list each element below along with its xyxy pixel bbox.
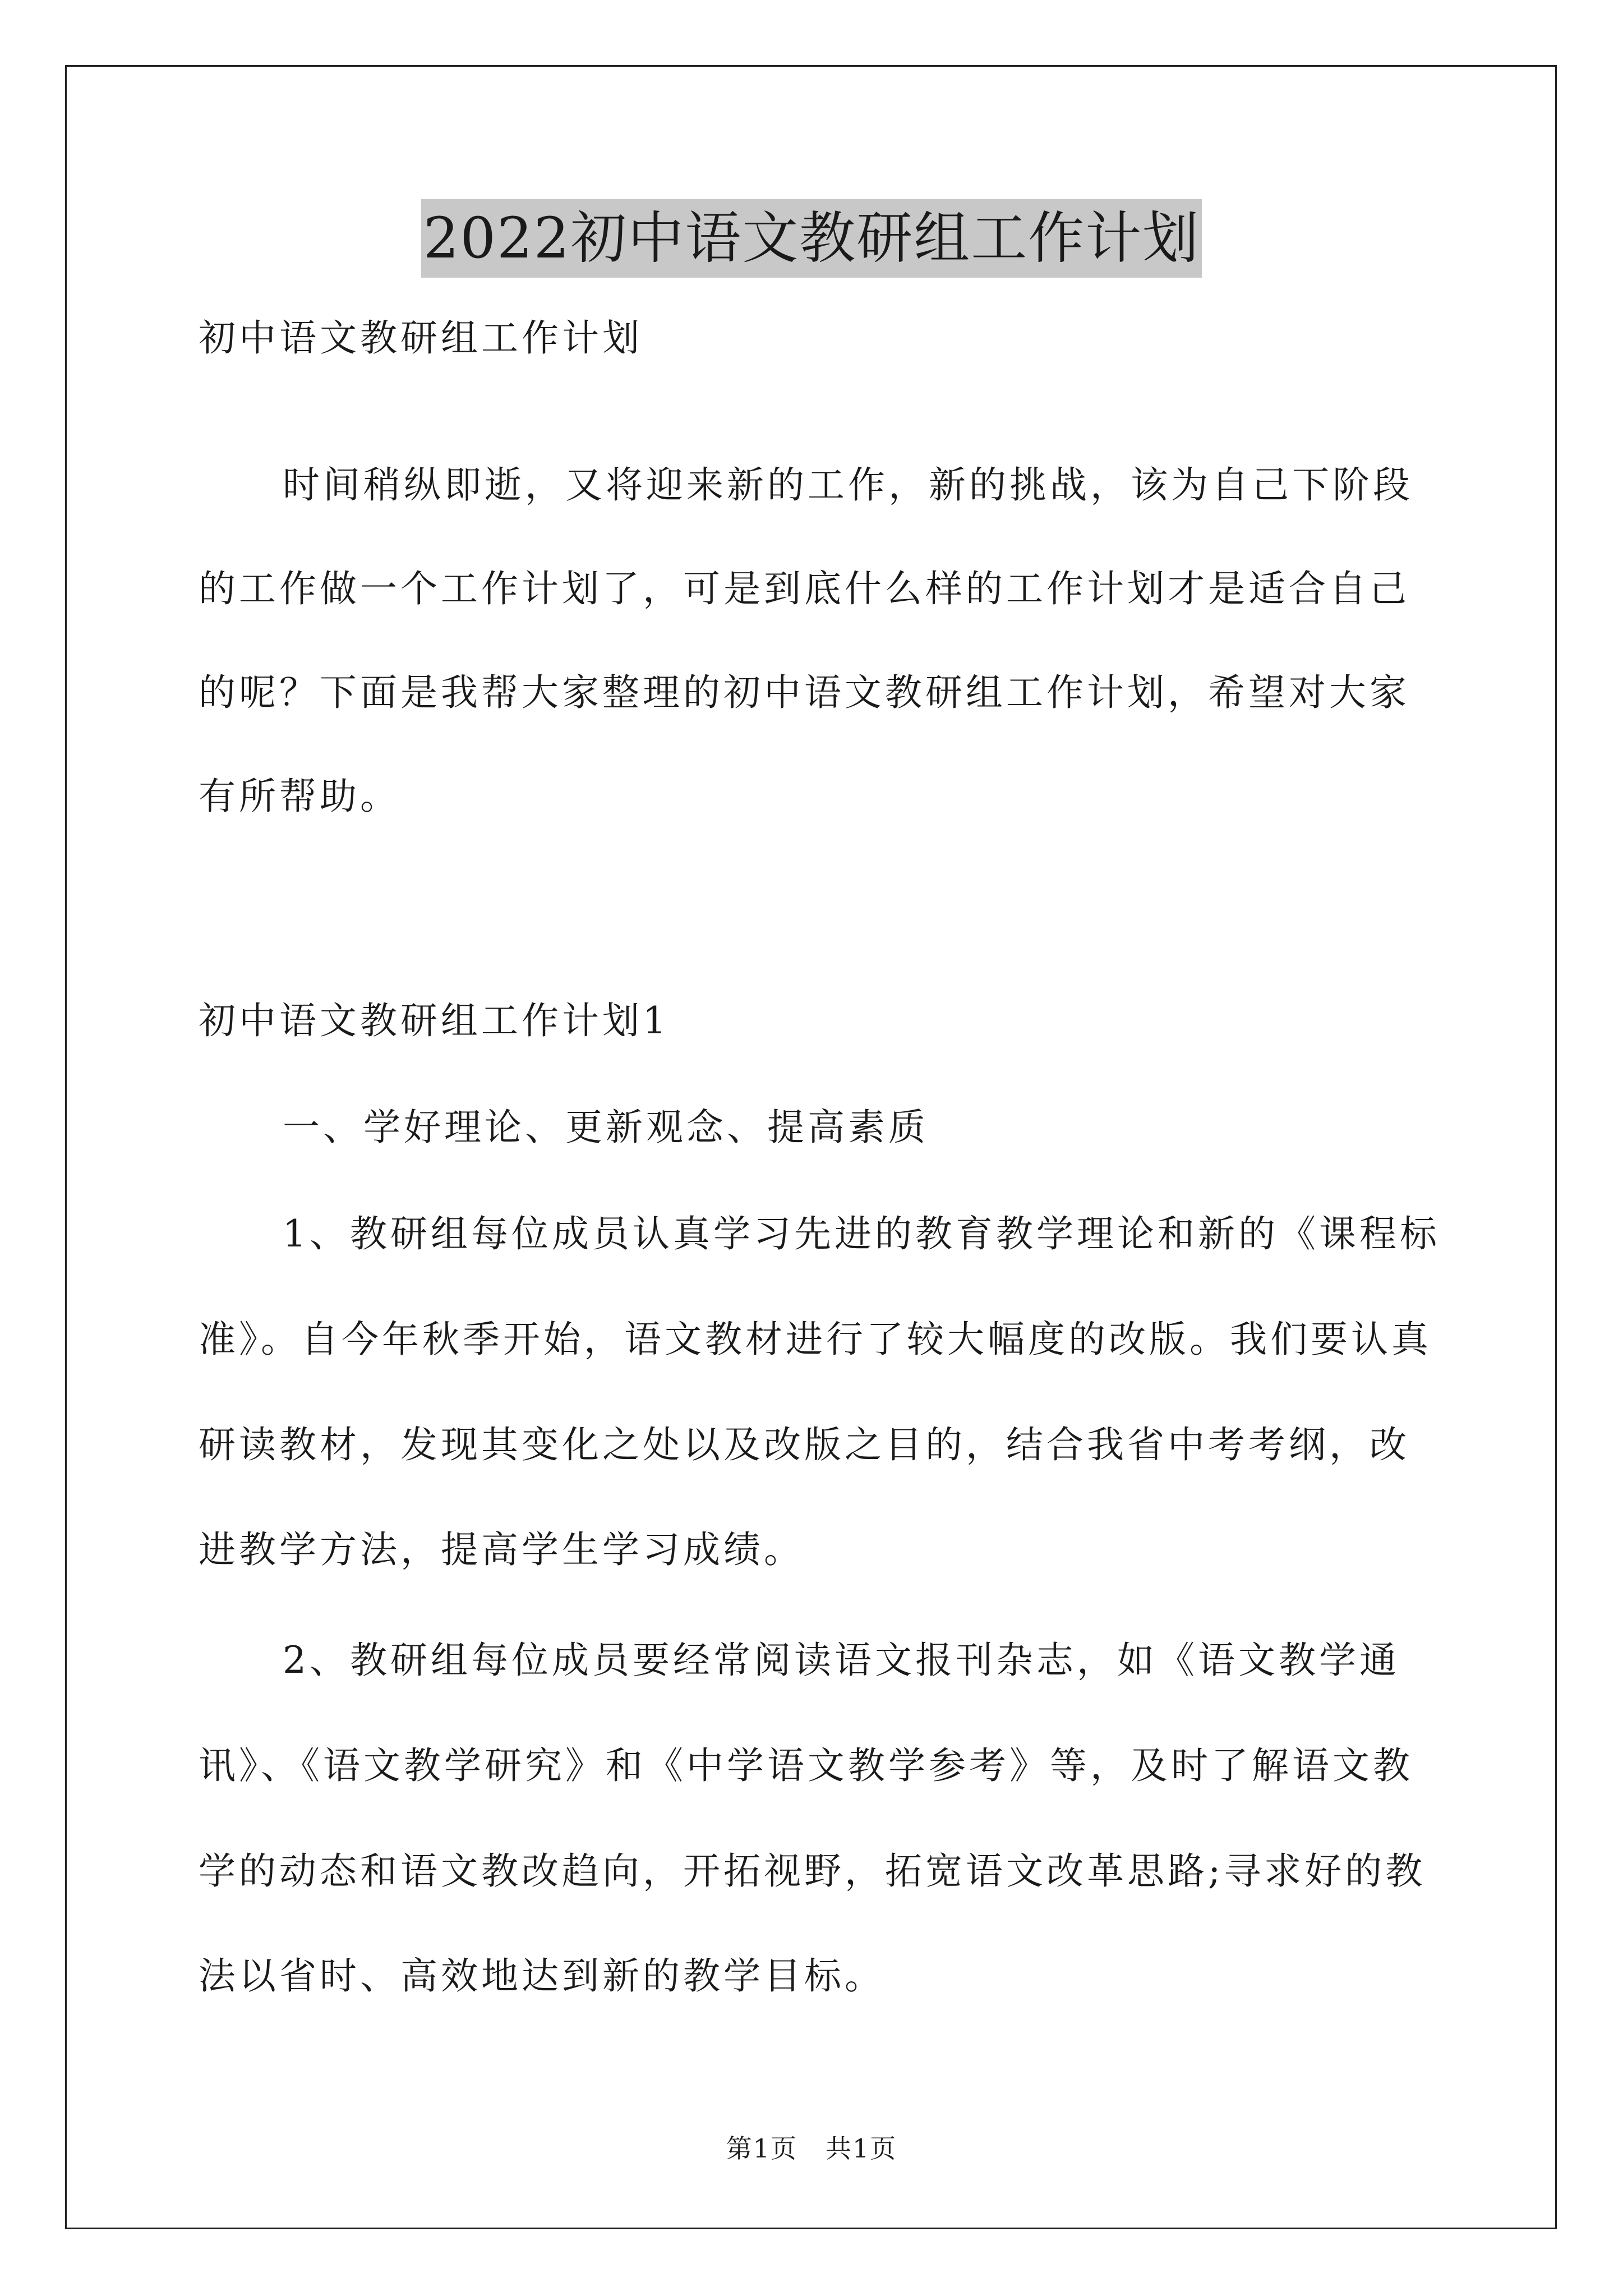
intro-line: 的呢？下面是我帮大家整理的初中语文教研组工作计划，希望对大家 [199,671,1410,714]
page-total: 共1页 [825,2133,897,2164]
document-title: 2022初中语文教研组工作计划 [421,199,1202,278]
item-2-line: 2、教研组每位成员要经常阅读语文报刊杂志，如《语文教学通 [283,1639,1400,1682]
section-title: 初中语文教研组工作计划1 [199,999,670,1042]
subtitle: 初中语文教研组工作计划 [199,316,643,360]
item-2-line: 学的动态和语文教改趋向，开拓视野，拓宽语文改革思路;寻求好的教 [199,1849,1426,1893]
page-footer [0,2132,1623,2165]
item-1-line: 进教学方法，提高学生学习成绩。 [199,1528,804,1571]
intro-line: 有所帮助。 [199,775,400,818]
item-2-line: 讯》、《语文教学研究》和《中学语文教学参考》等，及时了解语文教 [199,1744,1413,1787]
intro-line: 的工作做一个工作计划了，可是到底什么样的工作计划才是适合自己 [199,567,1410,610]
item-1-line: 1、教研组每位成员认真学习先进的教育教学理论和新的《课程标 [283,1212,1440,1255]
item-1-line: 研读教材，发现其变化之处以及改版之目的，结合我省中考考纲，改 [199,1423,1410,1466]
section-heading: 一、学好理论、更新观念、提高素质 [283,1106,929,1149]
title-container [0,199,1623,278]
item-1-line: 准》。自今年秋季开始，语文教材进行了较大幅度的改版。我们要认真 [199,1318,1432,1361]
item-2-line: 法以省时、高效地达到新的教学目标。 [199,1954,885,1998]
page-number: 第1页 [726,2133,798,2164]
intro-line: 时间稍纵即逝，又将迎来新的工作，新的挑战，该为自己下阶段 [283,463,1413,507]
